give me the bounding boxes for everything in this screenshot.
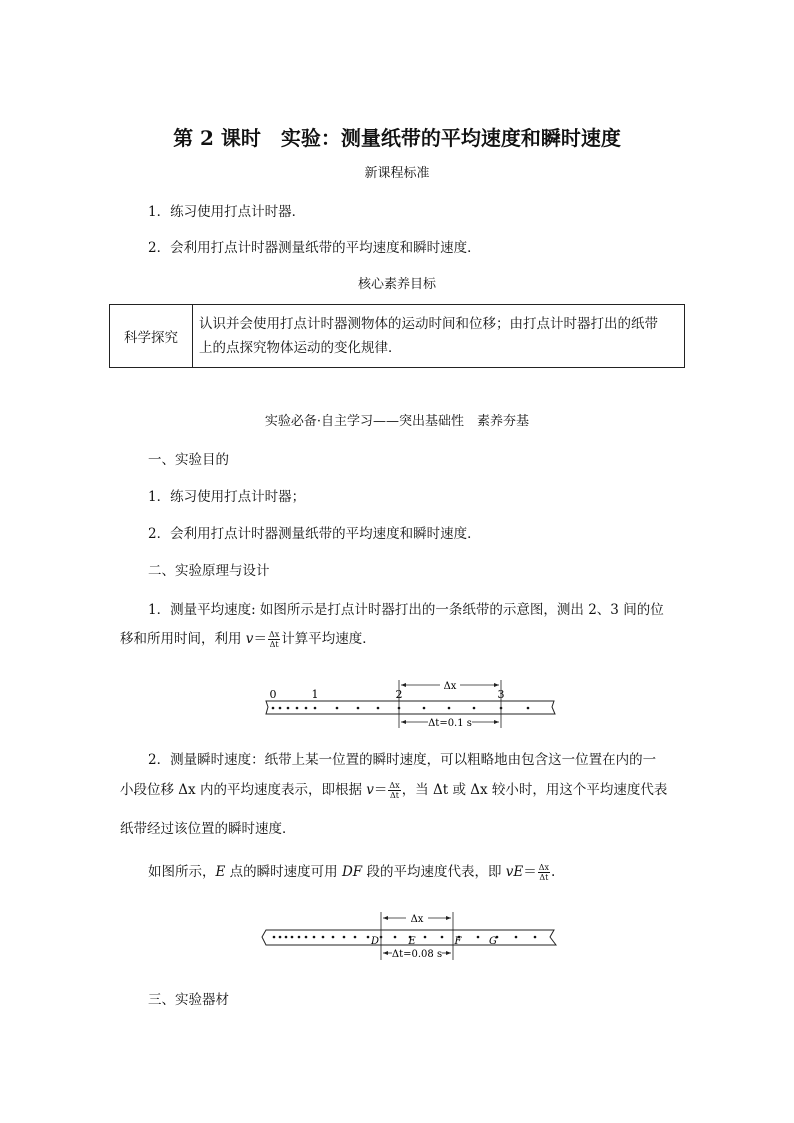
tape-point-label-g: G bbox=[489, 936, 497, 947]
principle-1-line-1: 1．测量平均速度: 如图所示是打点计时器打出的一条纸带的示意图，测出 2、3 间的位 bbox=[148, 602, 664, 618]
tape-point-label-e: E bbox=[408, 936, 416, 947]
fraction-numerator: Δx bbox=[268, 630, 280, 639]
average-velocity-fraction bbox=[388, 781, 400, 800]
principle-3-text: 如图所示， bbox=[148, 864, 216, 880]
core-table-text-line-2: 上的点探究物体运动的变化规律． bbox=[199, 340, 402, 356]
tape-point-label-3: 3 bbox=[497, 688, 505, 701]
section-heading: 实验必备·自主学习——突出基础性 素养夯基 bbox=[264, 414, 530, 429]
core-table-text-line-1: 认识并会使用打点计时器测物体的运动时间和位移；由打点计时器打出的纸带 bbox=[199, 316, 658, 332]
page-title: 第 2 课时 实验：测量纸带的平均速度和瞬时速度 bbox=[173, 126, 621, 150]
displacement-label: Δx bbox=[443, 681, 457, 692]
equals-sign: ＝ bbox=[373, 782, 388, 798]
principle-3-line bbox=[148, 860, 555, 882]
purpose-heading: 一、实验目的 bbox=[148, 452, 229, 468]
tape-point-label-d: D bbox=[370, 936, 380, 947]
point-e-symbol: E bbox=[215, 864, 226, 880]
tape-diagram-1 bbox=[260, 680, 560, 730]
average-velocity-fraction bbox=[268, 630, 280, 649]
principle-2-text-end: ，当 Δt 或 Δx 较小时，用这个平均速度代表 bbox=[401, 782, 668, 798]
core-table-text bbox=[193, 305, 685, 368]
purpose-item-1: 1．练习使用打点计时器； bbox=[148, 489, 306, 505]
segment-df-symbol: DF bbox=[341, 864, 363, 880]
principle-2-line-1: 2．测量瞬时速度：纸带上某一位置的瞬时速度，可以粗略地由包含这一位置在内的一 bbox=[148, 752, 657, 768]
principle-3-text-3: 段的平均速度代表，即 bbox=[362, 864, 506, 880]
equipment-heading: 三、实验器材 bbox=[148, 992, 229, 1008]
principle-2-line-2 bbox=[120, 778, 667, 800]
sentence-end: . bbox=[551, 864, 556, 880]
fraction-denominator: Δt bbox=[539, 873, 549, 882]
equals-sign: ＝ bbox=[523, 864, 537, 880]
core-heading: 核心素养目标 bbox=[357, 277, 436, 292]
fraction-numerator: Δx bbox=[538, 863, 550, 872]
standard-item-2: 2．会利用打点计时器测量纸带的平均速度和瞬时速度． bbox=[148, 240, 481, 256]
velocity-symbol: v bbox=[245, 631, 254, 647]
fraction-denominator: Δt bbox=[269, 640, 279, 649]
tape-point-label-f: F bbox=[454, 936, 462, 947]
instantaneous-velocity-symbol: vE bbox=[505, 864, 524, 880]
velocity-symbol: v bbox=[366, 782, 374, 798]
tape-diagram-2 bbox=[260, 912, 560, 962]
principle-1-text-end: 计算平均速度． bbox=[281, 631, 376, 647]
principle-2-line-3: 纸带经过该位置的瞬时速度． bbox=[120, 821, 296, 837]
principle-1-text: 移和所用时间，利用 bbox=[120, 631, 246, 647]
tape-point-label-0: 0 bbox=[269, 688, 277, 701]
fraction-denominator: Δt bbox=[390, 791, 400, 800]
principle-1-line-2 bbox=[120, 627, 376, 649]
tape-point-label-1: 1 bbox=[311, 688, 319, 701]
time-interval-label: Δt=0.08 s bbox=[391, 949, 443, 960]
principle-3-text-2: 点的瞬时速度可用 bbox=[225, 864, 342, 880]
principle-2-text: 小段位移 Δx 内的平均速度表示，即根据 bbox=[120, 782, 367, 798]
core-table-label: 科学探究 bbox=[110, 305, 193, 368]
fraction-numerator: Δx bbox=[389, 781, 400, 790]
standard-item-1: 1．练习使用打点计时器． bbox=[148, 204, 306, 220]
principle-heading: 二、实验原理与设计 bbox=[148, 563, 270, 579]
standard-heading: 新课程标准 bbox=[364, 166, 430, 181]
instantaneous-velocity-fraction bbox=[538, 863, 550, 882]
displacement-label: Δx bbox=[410, 914, 424, 925]
tape-point-label-2: 2 bbox=[395, 688, 403, 701]
equals-sign: ＝ bbox=[253, 631, 267, 647]
time-interval-label: Δt=0.1 s bbox=[428, 718, 472, 729]
core-literacy-table bbox=[109, 304, 685, 368]
purpose-item-2: 2．会利用打点计时器测量纸带的平均速度和瞬时速度． bbox=[148, 526, 481, 542]
